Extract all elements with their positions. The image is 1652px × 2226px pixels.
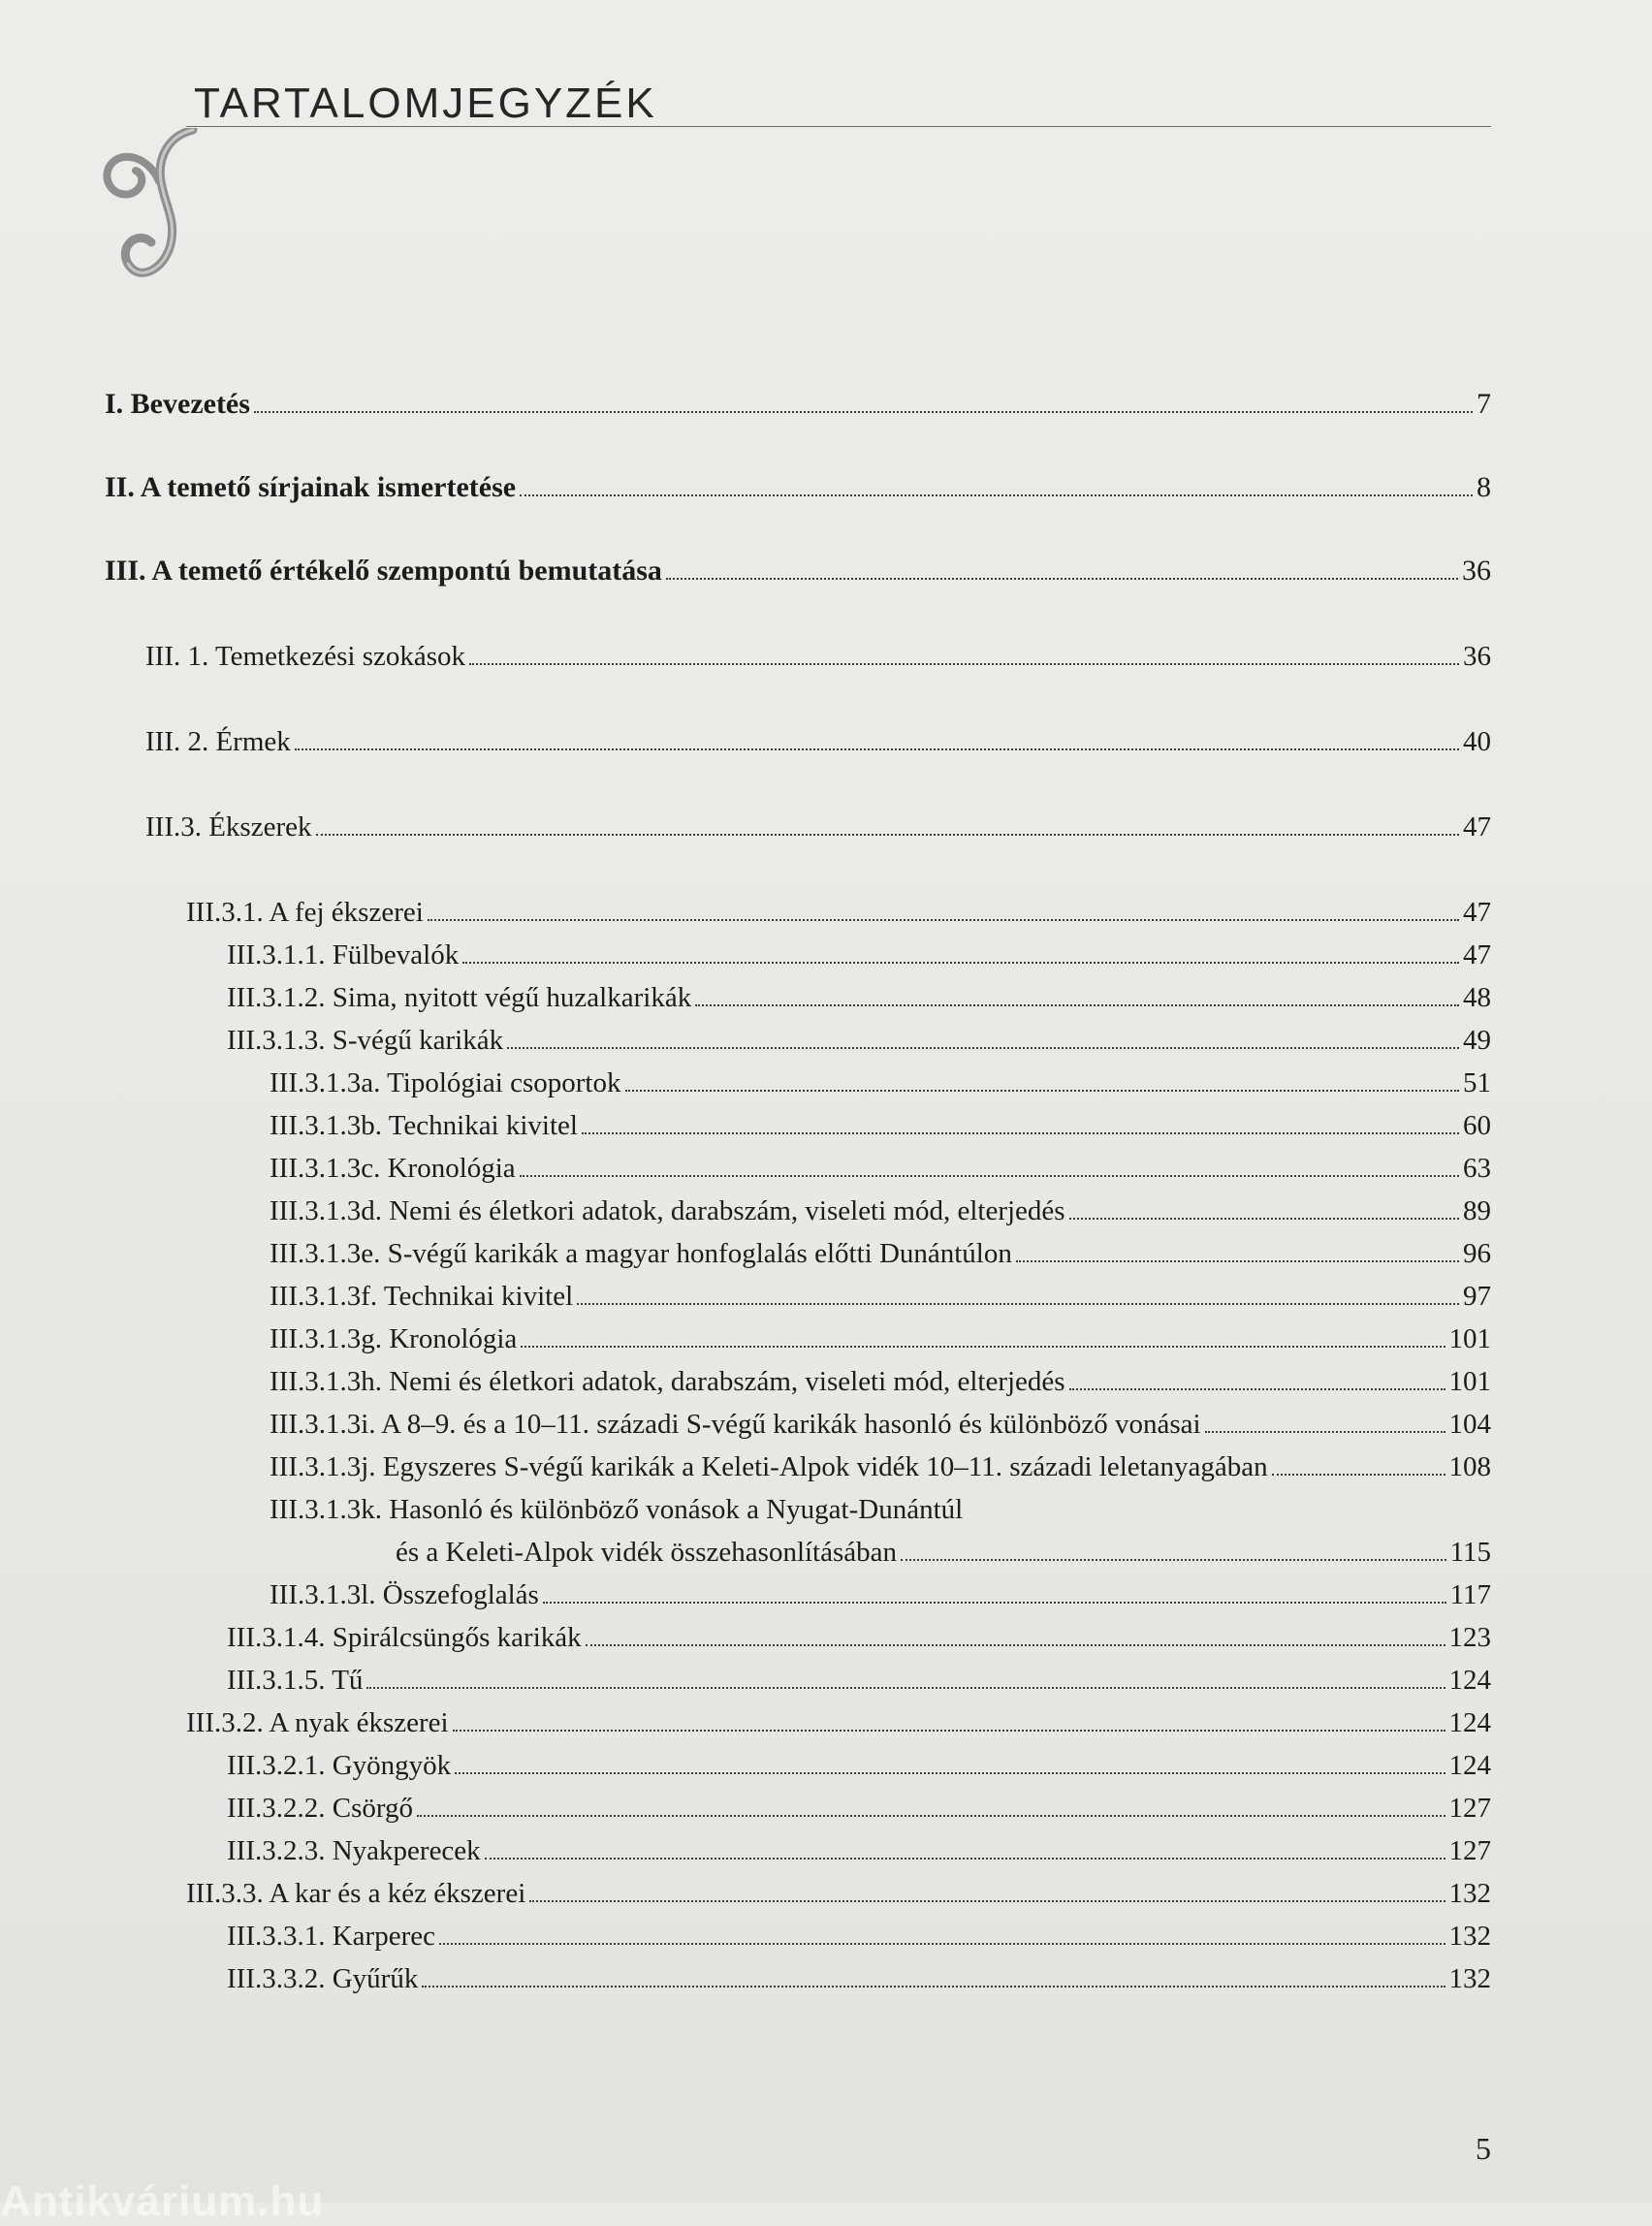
toc-entry-heading[interactable]: III.3.1.3k. Hasonló és különböző vonások a Nyugat-Dunántúl bbox=[270, 1494, 964, 1525]
toc-entry[interactable]: III. 2. Érmek 40 bbox=[145, 726, 1491, 757]
dot-leader bbox=[577, 1303, 1459, 1305]
dot-leader bbox=[582, 1132, 1459, 1134]
page-title: TARTALOMJEGYZÉK bbox=[194, 80, 657, 127]
toc-entry[interactable]: és a Keleti-Alpok vidék összehasonlításában 115 bbox=[396, 1537, 1491, 1568]
toc-entry[interactable]: III.3.1.3e. S-végű karikák a magyar honfoglalás előtti Dunántúlon 96 bbox=[270, 1238, 1491, 1269]
toc-entry[interactable]: III. A temető értékelő szempontú bemutatása 36 bbox=[105, 555, 1491, 587]
dot-leader bbox=[1272, 1474, 1446, 1476]
toc-entry[interactable]: III.3.1.1. Fülbevalók 47 bbox=[227, 939, 1491, 970]
dot-leader bbox=[469, 663, 1459, 665]
dot-leader bbox=[417, 1815, 1446, 1817]
dot-leader bbox=[485, 1858, 1446, 1860]
dot-leader bbox=[520, 1175, 1459, 1177]
toc-entry[interactable]: III. 1. Temetkezési szokások 36 bbox=[145, 641, 1491, 672]
toc-entry[interactable]: III.3.2.1. Gyöngyök 124 bbox=[227, 1750, 1491, 1781]
toc-entry[interactable]: III.3.1.3a. Tipológiai csoportok 51 bbox=[270, 1067, 1491, 1098]
dot-leader bbox=[543, 1602, 1446, 1604]
toc-entry[interactable]: III.3.3.2. Gyűrűk 132 bbox=[227, 1963, 1491, 1994]
toc-entry[interactable]: III.3.1. A fej ékszerei 47 bbox=[186, 897, 1491, 928]
toc-entry[interactable]: III.3.1.3g. Kronológia 101 bbox=[270, 1323, 1491, 1354]
toc-entry[interactable]: III.3.2.3. Nyakperecek 127 bbox=[227, 1835, 1491, 1866]
dot-leader bbox=[901, 1559, 1446, 1561]
dot-leader bbox=[422, 1986, 1445, 1988]
toc-entry[interactable]: III.3.1.3i. A 8–9. és a 10–11. századi S-végű karikák hasonló és különböző vonásai 104 bbox=[270, 1409, 1491, 1440]
toc-entry[interactable]: III.3.1.3. S-végű karikák 49 bbox=[227, 1025, 1491, 1056]
dot-leader bbox=[625, 1090, 1460, 1092]
toc-entry[interactable]: III.3.1.3d. Nemi és életkori adatok, darabszám, viseleti mód, elterjedés 89 bbox=[270, 1195, 1491, 1226]
toc-entry[interactable]: III.3.3. A kar és a kéz ékszerei 132 bbox=[186, 1878, 1491, 1909]
dot-leader bbox=[462, 962, 1459, 964]
page-number: 5 bbox=[1476, 2131, 1491, 2166]
dot-leader bbox=[316, 834, 1460, 836]
dot-leader bbox=[366, 1687, 1445, 1689]
dot-leader bbox=[521, 1346, 1445, 1348]
toc-entry[interactable]: III.3.1.3h. Nemi és életkori adatok, darabszám, viseleti mód, elterjedés 101 bbox=[270, 1366, 1491, 1397]
dot-leader bbox=[1069, 1388, 1446, 1390]
toc-entry[interactable]: III.3.1.3f. Technikai kivitel 97 bbox=[270, 1281, 1491, 1312]
toc-entry[interactable]: III.3.2.2. Csörgő 127 bbox=[227, 1793, 1491, 1824]
dot-leader bbox=[695, 1004, 1459, 1006]
dot-leader bbox=[520, 494, 1473, 496]
dot-leader bbox=[439, 1943, 1446, 1945]
dot-leader bbox=[507, 1047, 1459, 1049]
toc-entry[interactable]: III.3.1.5. Tű 124 bbox=[227, 1665, 1491, 1696]
toc-entry[interactable]: III.3.3.1. Karperec 132 bbox=[227, 1921, 1491, 1952]
toc-entry[interactable]: III.3.1.4. Spirálcsüngős karikák 123 bbox=[227, 1622, 1491, 1653]
toc-entry[interactable]: II. A temető sírjainak ismertetése 8 bbox=[105, 471, 1491, 503]
toc-entry[interactable]: III.3.1.3j. Egyszeres S-végű karikák a Keleti-Alpok vidék 10–11. századi leletanyagában 108 bbox=[270, 1451, 1491, 1482]
dot-leader bbox=[1069, 1218, 1459, 1220]
dot-leader bbox=[1205, 1431, 1446, 1433]
toc-entry[interactable]: III.3. Ékszerek 47 bbox=[145, 811, 1491, 843]
dot-leader bbox=[455, 1772, 1445, 1774]
toc-entry[interactable]: III.3.1.3b. Technikai kivitel 60 bbox=[270, 1110, 1491, 1141]
dot-leader bbox=[1016, 1260, 1459, 1262]
toc-entry[interactable]: III.3.1.3l. Összefoglalás 117 bbox=[270, 1579, 1491, 1610]
watermark: Antikvárium.hu bbox=[0, 2178, 325, 2225]
toc-entry[interactable]: III.3.1.2. Sima, nyitott végű huzalkarikák 48 bbox=[227, 982, 1491, 1013]
toc-entry[interactable]: III.3.1.3c. Kronológia 63 bbox=[270, 1153, 1491, 1184]
dot-leader bbox=[453, 1730, 1446, 1732]
dot-leader bbox=[586, 1644, 1446, 1646]
dot-leader bbox=[254, 411, 1473, 413]
dot-leader bbox=[529, 1900, 1445, 1902]
dot-leader bbox=[666, 578, 1458, 580]
toc-entry[interactable]: III.3.2. A nyak ékszerei 124 bbox=[186, 1707, 1491, 1738]
dot-leader bbox=[295, 748, 1459, 750]
toc-entry[interactable]: I. Bevezetés 7 bbox=[105, 388, 1491, 420]
dot-leader bbox=[428, 919, 1459, 921]
